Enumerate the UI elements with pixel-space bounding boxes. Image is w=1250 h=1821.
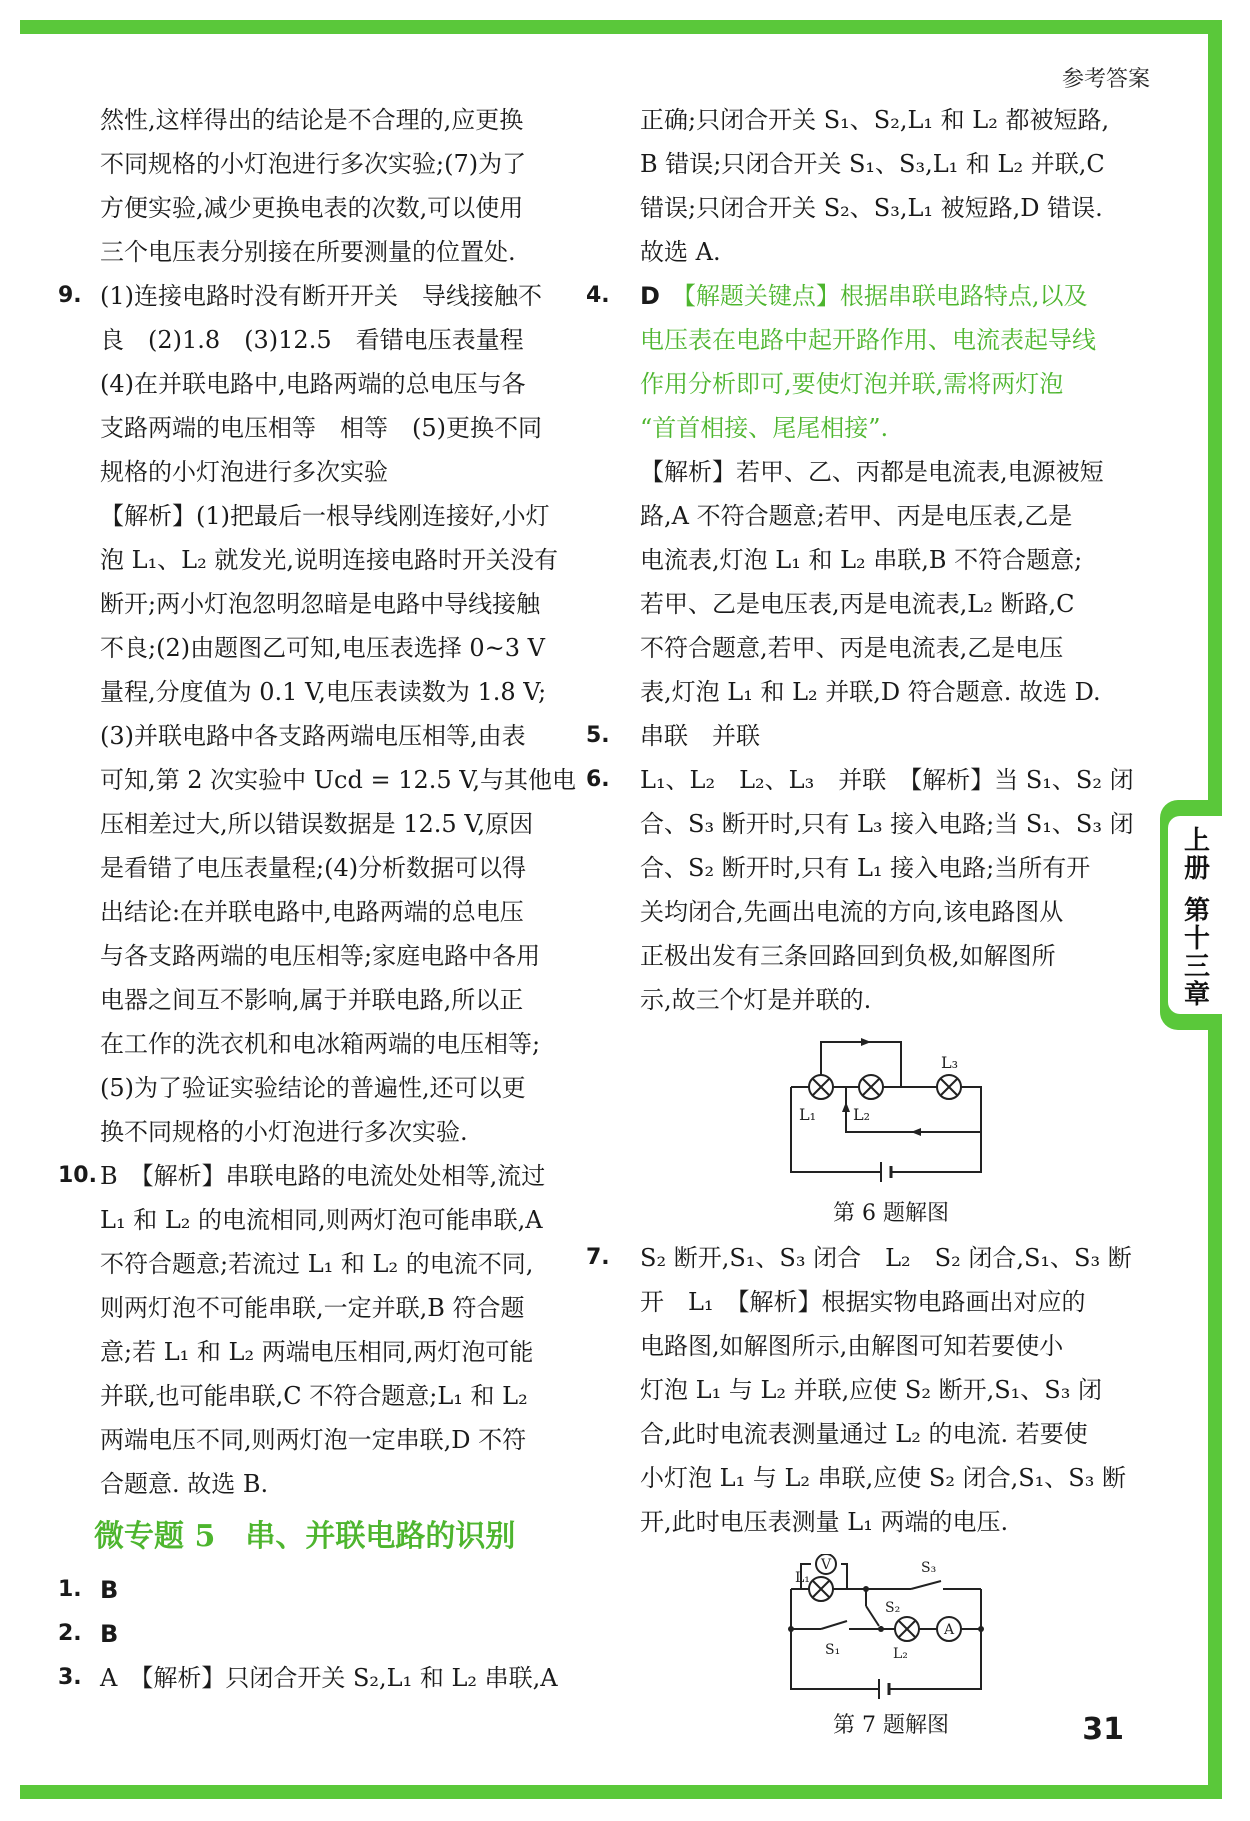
answer-text: B [100, 1576, 119, 1604]
answer-text: D [640, 282, 660, 310]
key-point-line: 【解题关键点】根据串联电路特点,以及 [683, 282, 1088, 310]
text-line: 路,A 不符合题意;若甲、丙是电压表,乙是 [640, 502, 1073, 530]
text-line: 是看错了电压表量程;(4)分析数据可以得 [100, 854, 527, 882]
text-line: 故选 A. [640, 238, 721, 266]
text-line: 意;若 L₁ 和 L₂ 两端电压相同,两灯泡可能 [100, 1338, 534, 1366]
question-10 [58, 1154, 588, 1506]
text-line: 不符合题意;若流过 L₁ 和 L₂ 的电流不同, [100, 1250, 534, 1278]
page-number: 31 [1082, 1712, 1124, 1747]
chapter-side-tab [1160, 800, 1222, 1030]
chapter-label: 第十三章 [1179, 896, 1210, 1008]
label-s3: S₃ [921, 1560, 937, 1576]
text-line: 在工作的洗衣机和电冰箱两端的电压相等; [100, 1030, 541, 1058]
key-point-line: 作用分析即可,要使灯泡并联,需将两灯泡 [640, 370, 1064, 398]
header-title: 参考答案 [1061, 67, 1150, 92]
text-line: 不同规格的小灯泡进行多次实验;(7)为了 [100, 150, 527, 178]
text-line: 不良;(2)由题图乙可知,电压表选择 0~3 V [100, 634, 545, 662]
current-arrow [842, 1102, 850, 1112]
question-2 [58, 1612, 588, 1656]
question-6 [586, 758, 1142, 1236]
wire [791, 1087, 881, 1172]
q6-circuit-diagram [781, 1032, 1001, 1192]
question-number: 1. [58, 1577, 82, 1602]
question-7 [586, 1236, 1142, 1748]
question-3 [58, 1656, 588, 1700]
text-line: 可知,第 2 次实验中 Ucd = 12.5 V,与其他电 [100, 766, 577, 794]
text-line: 示,故三个灯是并联的. [640, 986, 872, 1014]
text-line: 支路两端的电压相等 相等 (5)更换不同 [100, 414, 542, 442]
text-line: 良 (2)1.8 (3)12.5 看错电压表量程 [100, 326, 524, 354]
label-l2: L₂ [893, 1646, 908, 1662]
text-line: 【解析】(1)把最后一根导线刚连接好,小灯 [100, 502, 550, 530]
left-column [58, 98, 588, 1700]
text-line: 开 L₁ 【解析】根据实物电路画出对应的 [640, 1288, 1086, 1316]
key-point-line: 电压表在电路中起开路作用、电流表起导线 [640, 326, 1096, 354]
text-line: 两端电压不同,则两灯泡一定串联,D 不符 [100, 1426, 527, 1454]
text-line: 断开;两小灯泡忽明忽暗是电路中导线接触 [100, 590, 541, 618]
question-number: 4. [586, 283, 610, 308]
text-line: 出结论:在并联电路中,电路两端的总电压 [100, 898, 524, 926]
switch-s3-blade [911, 1581, 941, 1589]
switch-s1-blade [821, 1621, 847, 1629]
text-line: 然性,这样得出的结论是不合理的,应更换 [100, 106, 524, 134]
text-line: 量程,分度值为 0.1 V,电压表读数为 1.8 V; [100, 678, 547, 706]
text-line: 关均闭合,先画出电流的方向,该电路图从 [640, 898, 1064, 926]
question-number: 6. [586, 767, 610, 792]
text-line: 正确;只闭合开关 S₁、S₂,L₁ 和 L₂ 都被短路, [640, 106, 1110, 134]
q4-first-line [640, 274, 1142, 318]
switch-s2-blade [866, 1606, 879, 1626]
question-number: 3. [58, 1665, 82, 1690]
label-l1: L₁ [799, 1105, 817, 1124]
text-line: 电路图,如解图所示,由解图可知若要使小 [640, 1332, 1064, 1360]
text-line: 并联,也可能串联,C 不符合题意;L₁ 和 L₂ [100, 1382, 528, 1410]
section-title: 微专题 5 串、并联电路的识别 [94, 1519, 516, 1554]
text-line: (1)连接电路时没有断开开关 导线接触不 [100, 282, 542, 310]
label-l2: L₂ [853, 1105, 871, 1124]
text-line: B 错误;只闭合开关 S₁、S₃,L₁ 和 L₂ 并联,C [640, 150, 1105, 178]
text-line: 合题意. 故选 B. [100, 1470, 269, 1498]
top-green-bar [20, 20, 1222, 34]
current-arrow [911, 1128, 921, 1136]
text-line: 正极出发有三条回路回到负极,如解图所 [640, 942, 1056, 970]
text-line: 合、S₃ 断开时,只有 L₃ 接入电路;当 S₁、S₃ 闭 [640, 810, 1134, 838]
text-line: L₁ 和 L₂ 的电流相同,则两灯泡可能串联,A [100, 1206, 543, 1234]
wire [891, 1087, 981, 1172]
text-line: 合,此时电流表测量通过 L₂ 的电流. 若要使 [640, 1420, 1088, 1448]
previous-answer-continuation [58, 98, 588, 274]
current-arrow [861, 1038, 871, 1046]
question-9 [58, 274, 588, 1154]
label-s2: S₂ [885, 1600, 901, 1616]
question-number: 9. [58, 283, 82, 308]
text-line: B 【解析】串联电路的电流处处相等,流过 [100, 1162, 546, 1190]
text-line: (4)在并联电路中,电路两端的总电压与各 [100, 370, 526, 398]
text-line: 则两灯泡不可能串联,一定并联,B 符合题 [100, 1294, 525, 1322]
text-line: 错误;只闭合开关 S₂、S₃,L₁ 被短路,D 错误. [640, 194, 1103, 222]
label-v: V [821, 1557, 832, 1573]
text-line: A 【解析】只闭合开关 S₂,L₁ 和 L₂ 串联,A [100, 1664, 558, 1692]
text-line: L₁、L₂ L₂、L₃ 并联 【解析】当 S₁、S₂ 闭 [640, 766, 1134, 794]
text-line: 开,此时电压表测量 L₁ 两端的电压. [640, 1508, 1009, 1536]
figure-caption: 第 6 题解图 [833, 1201, 949, 1226]
text-line: 三个电压表分别接在所要测量的位置处. [100, 238, 516, 266]
text-line: 串联 并联 [640, 722, 760, 750]
text-line: 合、S₂ 断开时,只有 L₁ 接入电路;当所有开 [640, 854, 1091, 882]
key-point-line: “首首相接、尾尾相接”. [640, 414, 889, 442]
label-l3: L₃ [941, 1053, 959, 1072]
figure-caption: 第 7 题解图 [833, 1713, 949, 1738]
text-line: S₂ 断开,S₁、S₃ 闭合 L₂ S₂ 闭合,S₁、S₃ 断 [640, 1244, 1132, 1272]
text-line: 不符合题意,若甲、丙是电流表,乙是电压 [640, 634, 1064, 662]
text-line: 压相差过大,所以错误数据是 12.5 V,原因 [100, 810, 534, 838]
label-a: A [944, 1622, 955, 1638]
question-5 [586, 714, 1142, 758]
question-number: 10. [58, 1163, 97, 1188]
text-line: 换不同规格的小灯泡进行多次实验. [100, 1118, 468, 1146]
text-line: 规格的小灯泡进行多次实验 [100, 458, 388, 486]
question-number: 7. [586, 1245, 610, 1270]
text-line: 小灯泡 L₁ 与 L₂ 串联,应使 S₂ 闭合,S₁、S₃ 断 [640, 1464, 1126, 1492]
question-1 [58, 1568, 588, 1612]
label-s1: S₁ [825, 1642, 841, 1658]
bottom-green-bar [20, 1785, 1222, 1799]
text-line: 泡 L₁、L₂ 就发光,说明连接电路时开关没有 [100, 546, 559, 574]
question-number: 2. [58, 1621, 82, 1646]
text-line: (3)并联电路中各支路两端电压相等,由表 [100, 722, 526, 750]
text-line: 若甲、乙是电压表,丙是电流表,L₂ 断路,C [640, 590, 1075, 618]
volume-label: 上册 [1179, 826, 1210, 882]
text-line: 【解析】若甲、乙、丙都是电流表,电源被短 [640, 458, 1104, 486]
text-line: 电流表,灯泡 L₁ 和 L₂ 串联,B 不符合题意; [640, 546, 1083, 574]
text-line: 电器之间互不影响,属于并联电路,所以正 [100, 986, 524, 1014]
answer-text: B [100, 1620, 119, 1648]
text-line: 灯泡 L₁ 与 L₂ 并联,应使 S₂ 断开,S₁、S₃ 闭 [640, 1376, 1102, 1404]
text-line: 方便实验,减少更换电表的次数,可以使用 [100, 194, 524, 222]
q7-circuit-diagram [781, 1554, 1001, 1704]
question-4 [586, 274, 1142, 714]
text-line: 表,灯泡 L₁ 和 L₂ 并联,D 符合题意. 故选 D. [640, 678, 1101, 706]
text-line: (5)为了验证实验结论的普遍性,还可以更 [100, 1074, 526, 1102]
question-3-continuation [622, 98, 1142, 274]
question-number: 5. [586, 723, 610, 748]
text-line: 与各支路两端的电压相等;家庭电路中各用 [100, 942, 541, 970]
label-l1: L₁ [795, 1570, 810, 1586]
right-column [586, 98, 1142, 1748]
